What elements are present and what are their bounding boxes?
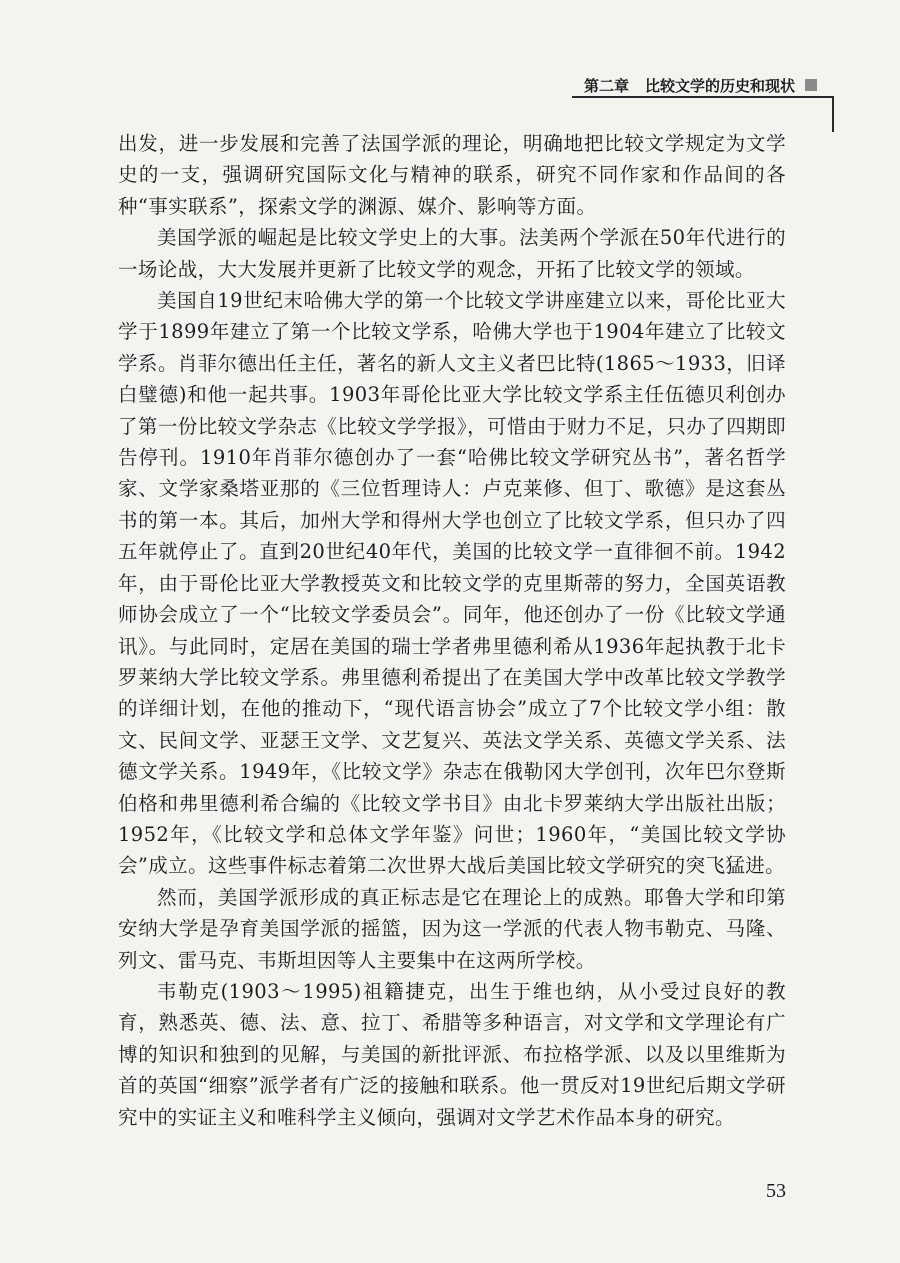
header-tab-mark xyxy=(805,79,817,91)
paragraph: 美国学派的崛起是比较文学史上的大事。法美两个学派在50年代进行的一场论战，大大发展并更新了比较文学的观念，开拓了比较文学的领域。 xyxy=(118,226,786,281)
paragraph: 出发，进一步发展和完善了法国学派的理论，明确地把比较文学规定为文学史的一支，强调研究国际文化与精神的联系，研究不同作家和作品间的各种“事实联系”，探索文学的渊源、媒介、影响等方面。 xyxy=(118,132,786,218)
chapter-label: 第二章 xyxy=(584,76,630,95)
chapter-title: 比较文学的历史和现状 xyxy=(645,76,796,95)
header-vertical-rule xyxy=(832,96,834,132)
paragraph: 美国自19世纪末哈佛大学的第一个比较文学讲座建立以来，哥伦比亚大学于1899年建立了第一个比较文学系，哈佛大学也于1904年建立了比较文学系。肖菲尔德出任主任，著名的新人文主义者巴比特(1865～1933，旧译白璧德)和他一起共事。1903年哥伦比亚大学比较文学系主任伍德贝利创办了第一份比较文学杂志《比较文学学报》，可惜由于财力不足，只办了四期即告停刊。1910年肖菲尔德创办了一套“哈佛比较文学研究丛书”，著名哲学家、文学家桑塔亚那的《三位哲理诗人：卢克莱修、但丁、歌德》是这套丛书的第一本。其后，加州大学和得州大学也创立了比较文学系，但只办了四五年就停止了。直到20世纪40年代，美国的比较文学一直徘徊不前。1942年，由于哥伦比亚大学教授英文和比较文学的克里斯蒂的努力，全国英语教师协会成立了一个“比较文学委员会”。同年，他还创办了一份《比较文学通讯》。与此同时，定居在美国的瑞士学者弗里德利希从1936年起执教于北卡罗莱纳大学比较文学系。弗里德利希提出了在美国大学中改革比较文学教学的详细计划，在他的推动下，“现代语言协会”成立了7个比较文学小组：散文、民间文学、亚瑟王文学、文艺复兴、英法文学关系、英德文学关系、法德文学关系。1949年，《比较文学》杂志在俄勒冈大学创刊，次年巴尔登斯伯格和弗里德利希合编的《比较文学书目》由北卡罗莱纳大学出版社出版；1952年，《比较文学和总体文学年鉴》问世；1960年，“美国比较文学协会”成立。这些事件标志着第二次世界大战后美国比较文学研究的突飞猛进。 xyxy=(118,289,786,878)
paragraph: 韦勒克(1903～1995)祖籍捷克，出生于维也纳，从小受过良好的教育，熟悉英、德、法、意、拉丁、希腊等多种语言，对文学和文学理论有广博的知识和独到的见解，与美国的新批评派、布拉格学派、以及以里维斯为首的英国“细察”派学者有广泛的接触和联系。他一贯反对19世纪后期文学研究中的实证主义和唯科学主义倾向，强调对文学艺术作品本身的研究。 xyxy=(118,979,786,1129)
page-number: 53 xyxy=(766,1180,786,1202)
body-text xyxy=(118,128,786,1133)
paragraph: 然而，美国学派形成的真正标志是它在理论上的成熟。耶鲁大学和印第安纳大学是孕育美国学派的摇篮，因为这一学派的代表人物韦勒克、马隆、列文、雷马克、韦斯坦因等人主要集中在这两所学校。 xyxy=(118,885,786,972)
running-header xyxy=(572,74,834,98)
